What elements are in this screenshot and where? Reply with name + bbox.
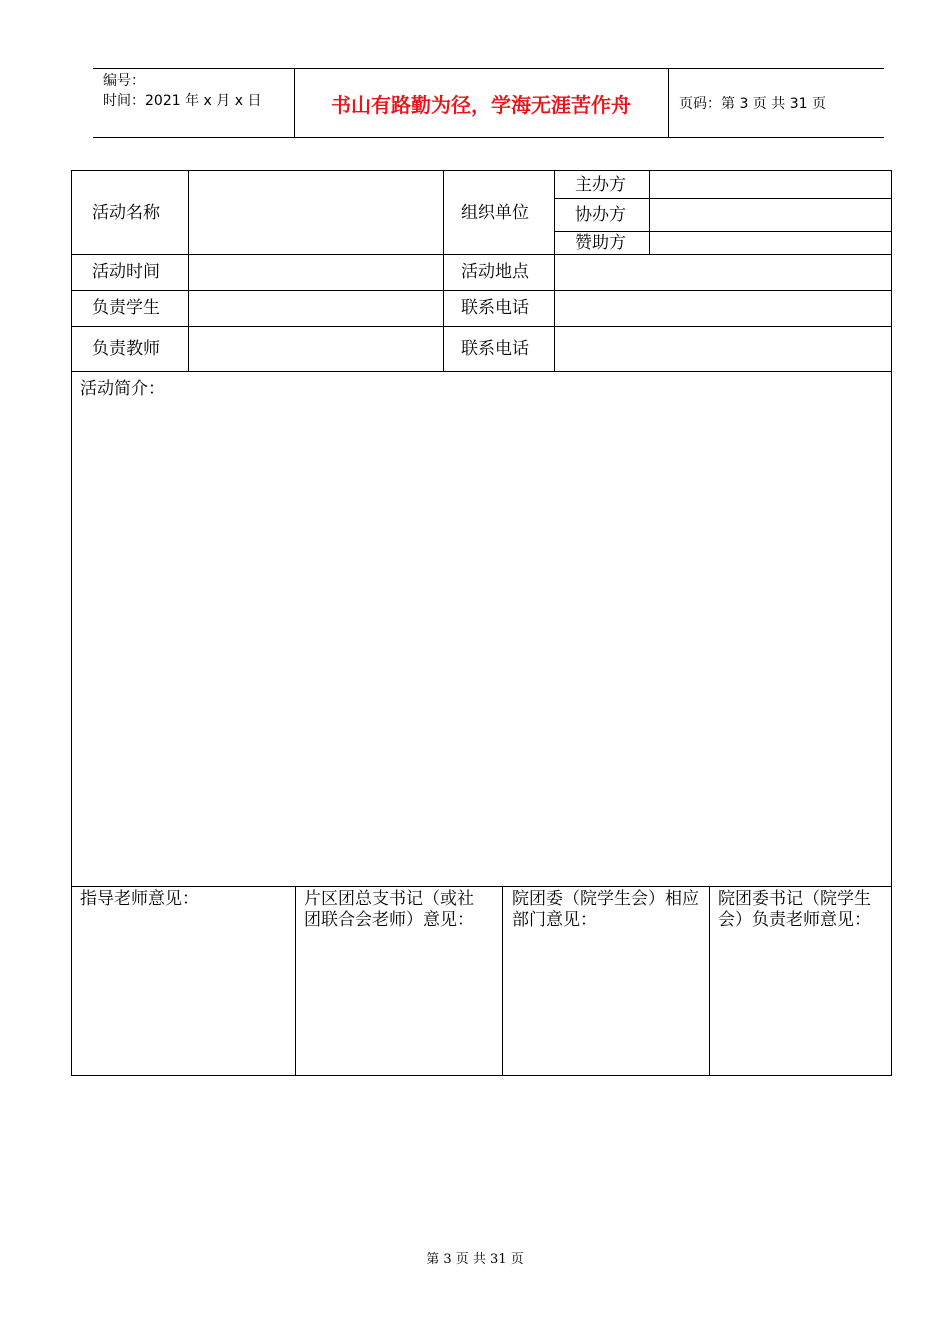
header-meta bbox=[103, 71, 261, 111]
activity-form bbox=[71, 170, 892, 1076]
co-host-label: 协办方 bbox=[575, 205, 626, 225]
activity-intro-label: 活动简介： bbox=[80, 379, 165, 399]
advisor-opinion-label: 指导老师意见： bbox=[80, 889, 199, 909]
header-motto: 书山有路勤为径，学海无涯苦作舟 bbox=[331, 92, 631, 117]
time-label: 时间：2021 年 x 月 x 日 bbox=[103, 93, 262, 109]
host-label: 主办方 bbox=[575, 175, 626, 195]
activity-time-label: 活动时间 bbox=[92, 262, 160, 282]
table-rule bbox=[554, 231, 892, 232]
phone-label-2: 联系电话 bbox=[461, 339, 529, 359]
phone-label-1: 联系电话 bbox=[461, 298, 529, 318]
number-label: 编号： bbox=[103, 73, 145, 89]
table-border bbox=[71, 170, 892, 171]
table-rule bbox=[71, 371, 892, 372]
table-rule bbox=[709, 886, 710, 1076]
table-rule bbox=[443, 170, 444, 372]
table-rule bbox=[71, 290, 892, 291]
table-rule bbox=[71, 254, 892, 255]
header-page-label: 页码：第 3 页 共 31 页 bbox=[679, 96, 826, 112]
page-footer: 第 3 页 共 31 页 bbox=[426, 1252, 524, 1267]
table-border bbox=[891, 170, 892, 1076]
table-rule bbox=[71, 886, 892, 887]
teacher-in-charge-label: 负责教师 bbox=[92, 339, 160, 359]
table-rule bbox=[502, 886, 503, 1076]
header-divider bbox=[668, 69, 669, 137]
sponsor-label: 赞助方 bbox=[575, 233, 626, 253]
table-rule bbox=[554, 170, 555, 372]
youth-league-opinion-label: 院团委（院学生会）相应部门意见： bbox=[512, 889, 699, 930]
table-rule bbox=[71, 326, 892, 327]
district-opinion-label: 片区团总支书记（或社团联合会老师）意见： bbox=[304, 889, 474, 930]
table-border bbox=[71, 170, 72, 1076]
table-rule bbox=[649, 170, 650, 255]
student-in-charge-label: 负责学生 bbox=[92, 298, 160, 318]
secretary-opinion-label: 院团委书记（院学生会）负责老师意见： bbox=[718, 889, 871, 930]
table-rule bbox=[295, 886, 296, 1076]
page-header bbox=[93, 68, 884, 138]
table-border bbox=[71, 1075, 892, 1076]
activity-place-label: 活动地点 bbox=[461, 262, 529, 282]
table-rule bbox=[554, 198, 892, 199]
table-rule bbox=[188, 170, 189, 372]
organizer-label: 组织单位 bbox=[461, 203, 529, 223]
activity-name-label: 活动名称 bbox=[92, 203, 160, 223]
